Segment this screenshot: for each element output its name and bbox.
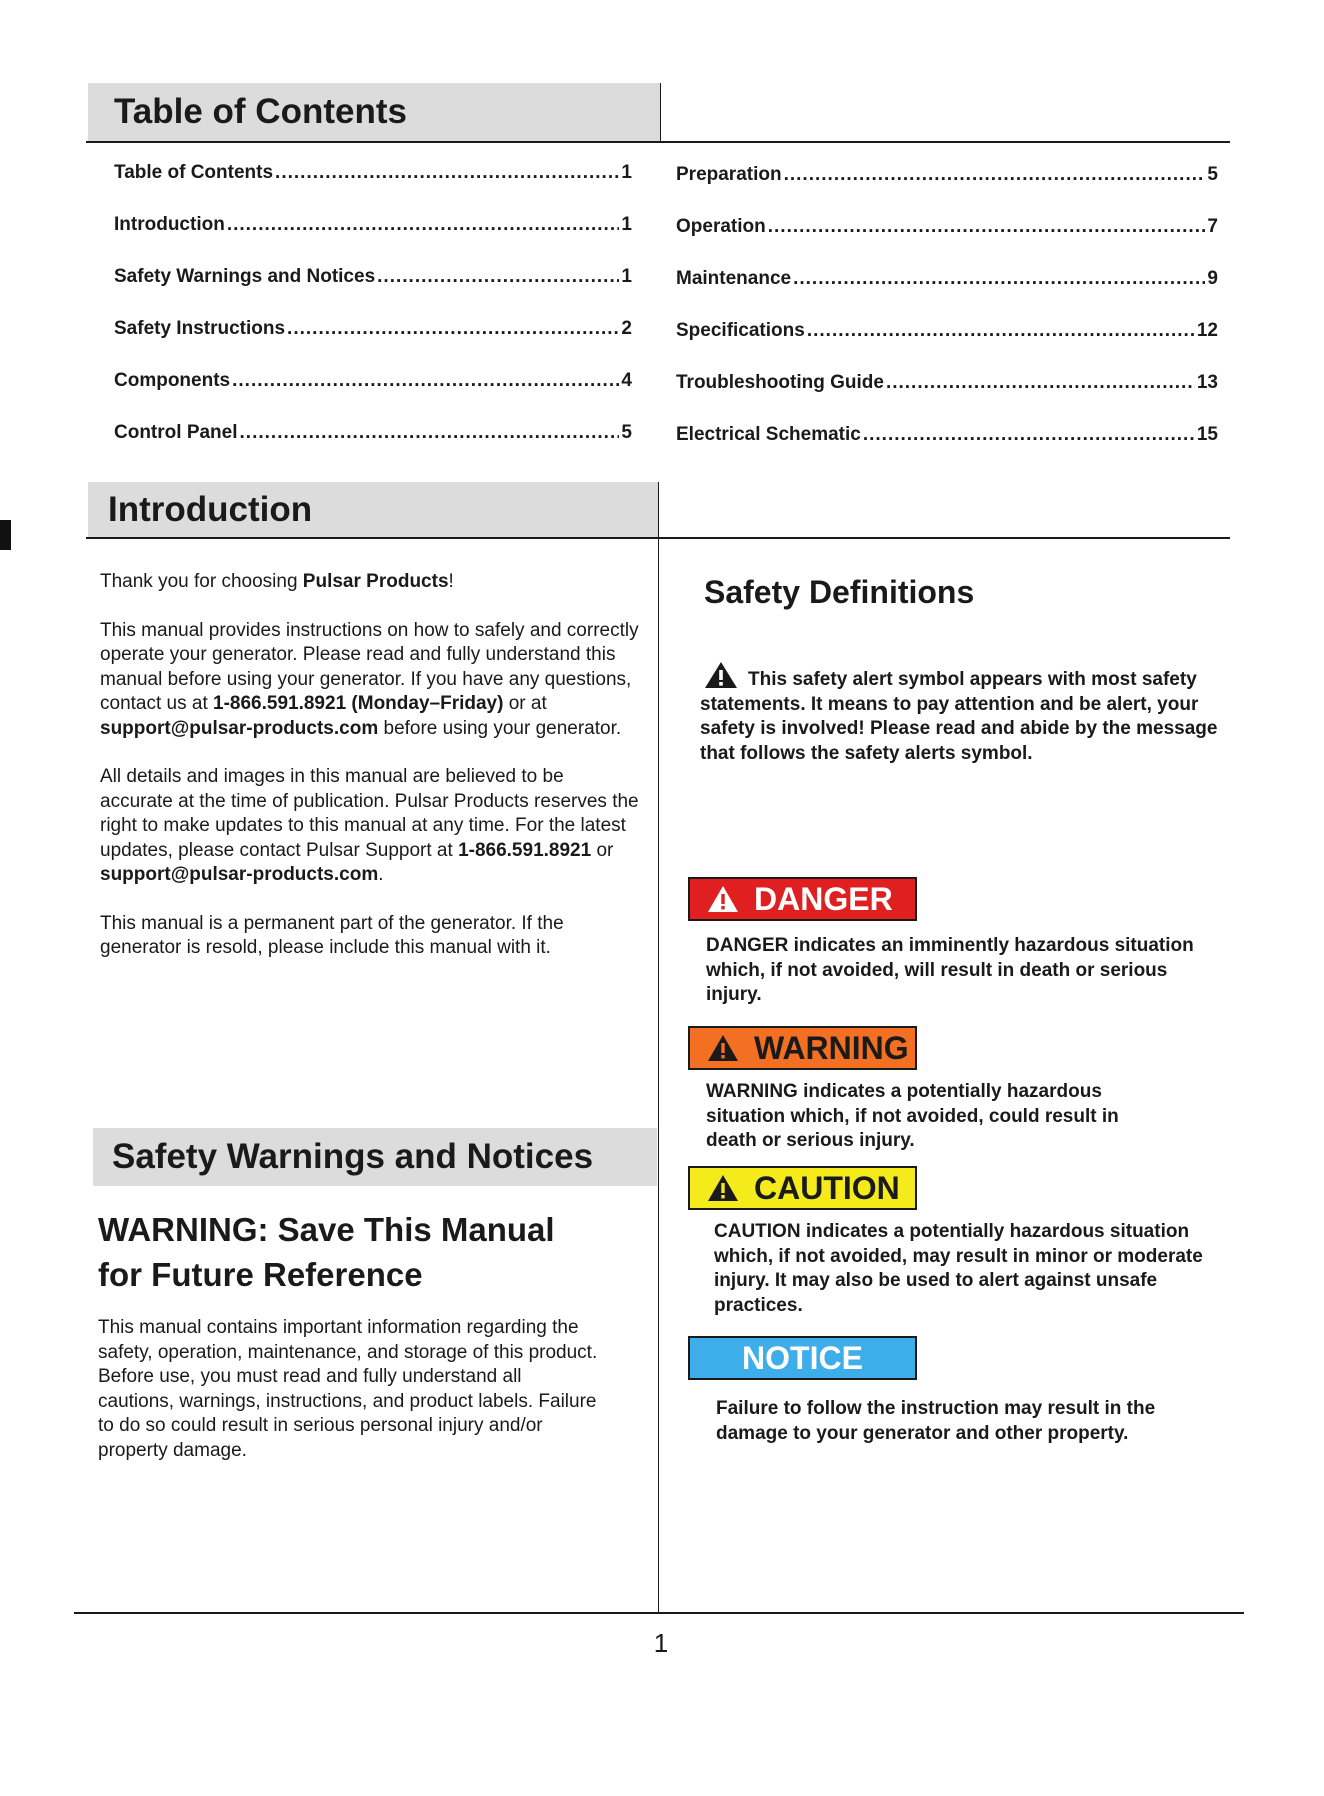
support-email[interactable]: support@pulsar-products.com <box>100 717 379 739</box>
warnings-heading: WARNING: Save This Manual for Future Reference <box>98 1211 555 1293</box>
column-divider <box>658 482 659 1612</box>
intro-paragraph: Thank you for choosing Pulsar Products! <box>100 571 454 592</box>
definitions-title: Safety Definitions <box>704 574 975 610</box>
toc-right-column <box>676 164 1218 476</box>
caution-alert-icon <box>706 1173 740 1203</box>
support-phone: 1-866.591.8921 <box>458 839 592 861</box>
intro-title: Introduction <box>108 490 313 529</box>
toc-entry[interactable]: Safety Instructions ..... 2 <box>114 318 632 370</box>
toc-entry[interactable]: Specifications ..... 12 <box>676 320 1218 372</box>
toc-title: Table of Contents <box>114 92 407 131</box>
toc-header-rule <box>86 141 1230 143</box>
danger-alert-icon <box>706 884 740 914</box>
danger-word: DANGER <box>754 880 893 917</box>
caution-signal-label <box>688 1166 917 1210</box>
notice-description: Failure to follow the instruction may result in the damage to your generator and other property. <box>716 1398 1156 1444</box>
footer-rule <box>74 1612 1244 1614</box>
intro-paragraph: This manual provides instructions on how to safely and correctly operate your generator. Please read and fully understand this manual before using your generator. If you have any questions, contact us at 1-866.591.8921 (Monday–Friday) or at support@pulsar-products.com before using your generator. <box>100 619 639 739</box>
support-email[interactable]: support@pulsar-products.com <box>100 864 379 885</box>
danger-description: DANGER indicates an imminently hazardous situation which, if not avoided, will result in death or serious injury. <box>706 935 1194 1005</box>
intro-body <box>100 570 640 961</box>
toc-entry[interactable]: Electrical Schematic ..... 15 <box>676 424 1218 476</box>
notice-word: NOTICE <box>742 1339 863 1376</box>
warning-word: WARNING <box>754 1029 909 1066</box>
safety-alert-statement: This safety alert symbol appears with most safety statements. It means to pay attention and be alert, your safety is involved! Please read and abide by the message that follows the safety alerts symbol. <box>700 661 1232 766</box>
intro-paragraph: All details and images in this manual are believed to be accurate at the time of publication. Pulsar Products reserves the right to make updates to this manual at any time. For the latest updates, please contact Pulsar Support at 1-866.591.8921 or support@pulsar-products.com. <box>100 766 639 885</box>
danger-signal-label <box>688 877 917 921</box>
toc-entry[interactable]: Components ..... 4 <box>114 370 632 422</box>
warning-alert-icon <box>706 1033 740 1063</box>
toc-entry[interactable]: Troubleshooting Guide ..... 13 <box>676 372 1218 424</box>
toc-entry[interactable]: Safety Warnings and Notices ..... 1 <box>114 266 632 318</box>
support-phone: 1-866.591.8921 <box>213 693 347 714</box>
toc-entry[interactable]: Control Panel ..... 5 <box>114 422 632 474</box>
warning-signal-label <box>688 1026 917 1070</box>
page-number: 1 <box>653 1628 669 1658</box>
caution-word: CAUTION <box>754 1169 900 1206</box>
warnings-title: Safety Warnings and Notices <box>112 1137 594 1176</box>
toc-entry[interactable]: Introduction ..... 1 <box>114 214 632 266</box>
notice-signal-label <box>688 1336 917 1380</box>
page-edge-marker <box>0 520 11 550</box>
toc-entry[interactable]: Table of Contents ..... 1 <box>114 162 632 214</box>
warnings-body: This manual contains important information regarding the safety, operation, maintenance, and storage of this product. Before use, you must read and fully understand all cautions, warnings, instructions, and product labels. Failure to do so could result in serious personal injury and/or property damage. <box>98 1317 598 1461</box>
intro-paragraph: This manual is a permanent part of the generator. If the generator is resold, please include this manual with it. <box>100 912 564 958</box>
toc-left-column <box>114 162 632 474</box>
toc-header-divider <box>660 83 661 141</box>
safety-alert-icon <box>704 661 738 689</box>
toc-entry[interactable]: Operation ..... 7 <box>676 216 1218 268</box>
warning-description: WARNING indicates a potentially hazardous situation which, if not avoided, could result in death or serious injury. <box>706 1081 1119 1151</box>
toc-entry[interactable]: Maintenance ..... 9 <box>676 268 1218 320</box>
toc-entry[interactable]: Preparation ..... 5 <box>676 164 1218 216</box>
caution-description: CAUTION indicates a potentially hazardous situation which, if not avoided, may result in minor or moderate injury. It may also be used to alert against unsafe practices. <box>714 1221 1203 1316</box>
